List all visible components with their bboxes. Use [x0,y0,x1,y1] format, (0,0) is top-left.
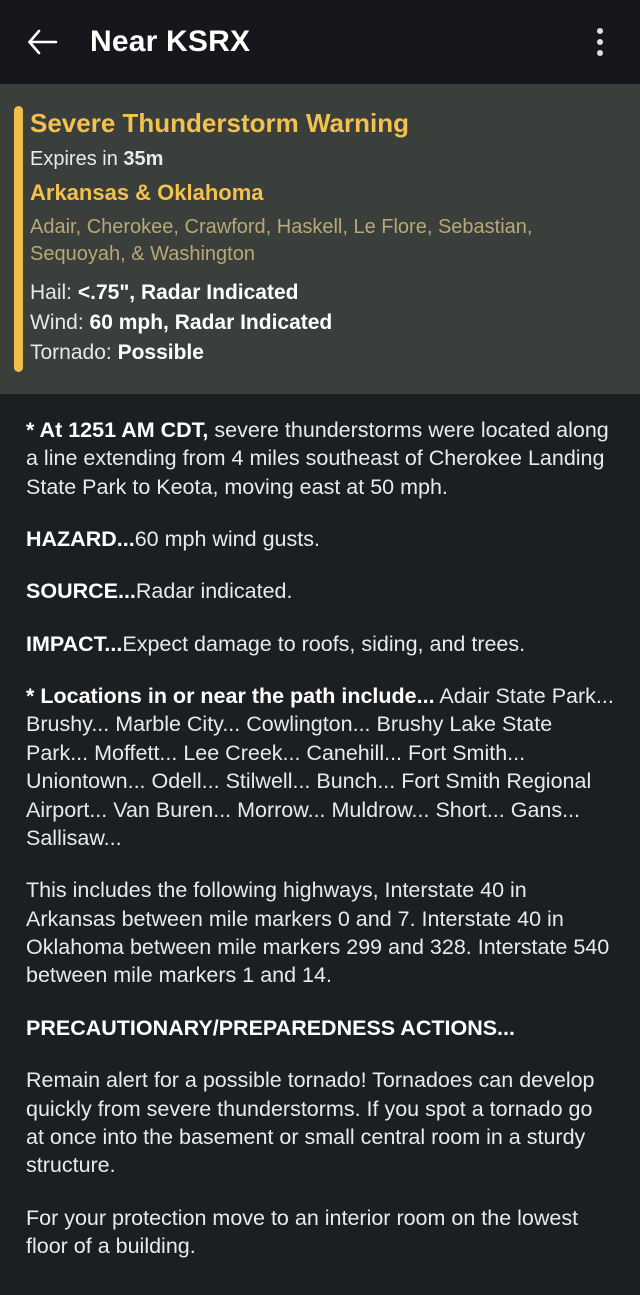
locations-text: Adair State Park... Brushy... Marble City... Cowlington... Brushy Lake State Park... Moffett... Lee Creek... Canehill... Fort Smith... Uniontown... Odell... Stilwell... Bunch... Fort Smith Regional Airport... Van Buren... Morrow... Muldrow... Short... Gans... Sallisaw... [26,684,614,850]
more-vertical-icon[interactable] [578,18,622,66]
source-label: SOURCE... [26,579,136,604]
alert-expiry-value: 35m [123,148,164,170]
alert-hazard-list [30,278,620,367]
hazard-label: HAZARD... [26,526,135,551]
alert-expiry [30,148,620,171]
locations-label: * Locations in or near the path include... [26,684,435,709]
alert-tornado-label: Tornado: [30,341,112,364]
alert-paragraph-hazard [26,525,614,553]
alert-hail-row [30,278,620,308]
alert-paragraph-precautionary-heading [26,1014,614,1042]
observation-text: severe thunderstorms were located along a line extending from 4 miles southeast of Cherokee Landing State Park to Keota, moving east at 50 mph. [26,417,609,499]
alert-paragraph-impact [26,630,614,658]
alert-paragraph-tornado-advice: Remain alert for a possible tornado! Tornadoes can develop quickly from severe thunderstorms. If you spot a tornado go at once into the basement or small central room in a sturdy structure. [26,1068,595,1178]
alert-wind-label: Wind: [30,311,84,335]
app-bar [0,0,640,84]
alert-expiry-label: Expires in [30,148,118,170]
source-text: Radar indicated. [135,579,293,604]
precautionary-label: PRECAUTIONARY/PREPAREDNESS ACTIONS... [26,1015,515,1040]
alert-tornado-value: Possible [117,341,204,364]
hazard-text: 60 mph wind gusts. [134,526,320,551]
alert-hail-value: <.75", Radar Indicated [77,281,299,305]
alert-paragraph-source [26,577,614,605]
alert-paragraph-observation [26,416,614,501]
alert-title: Severe Thunderstorm Warning [30,108,409,138]
alert-tornado-row [30,338,620,368]
observation-time: * At 1251 AM CDT, [26,417,209,442]
back-arrow-icon[interactable] [18,18,66,66]
impact-label: IMPACT... [26,631,123,656]
alert-hail-label: Hail: [30,281,73,305]
alert-paragraph-highways: This includes the following highways, Interstate 40 in Arkansas between mile markers 0 and 7. Interstate 40 in Oklahoma between mile markers 299 and 328. Interstate 540 between mile markers 1 and 14. [26,878,610,988]
alert-states: Arkansas & Oklahoma [30,180,264,205]
alert-body-scroll[interactable] [0,394,640,1295]
impact-text: Expect damage to roofs, siding, and trees. [122,631,526,656]
alert-wind-value: 60 mph, Radar Indicated [89,311,333,335]
alert-paragraph-locations [26,682,614,852]
alert-counties: Adair, Cherokee, Crawford, Haskell, Le Flore, Sebastian, Sequoyah, & Washington [30,216,533,266]
alert-summary-card [0,84,640,394]
page-title: Near KSRX [90,25,251,58]
alert-paragraph-protection-advice: For your protection move to an interior room on the lowest floor of a building. [26,1205,579,1259]
alert-wind-row [30,308,620,338]
alert-severity-bar [14,106,23,372]
